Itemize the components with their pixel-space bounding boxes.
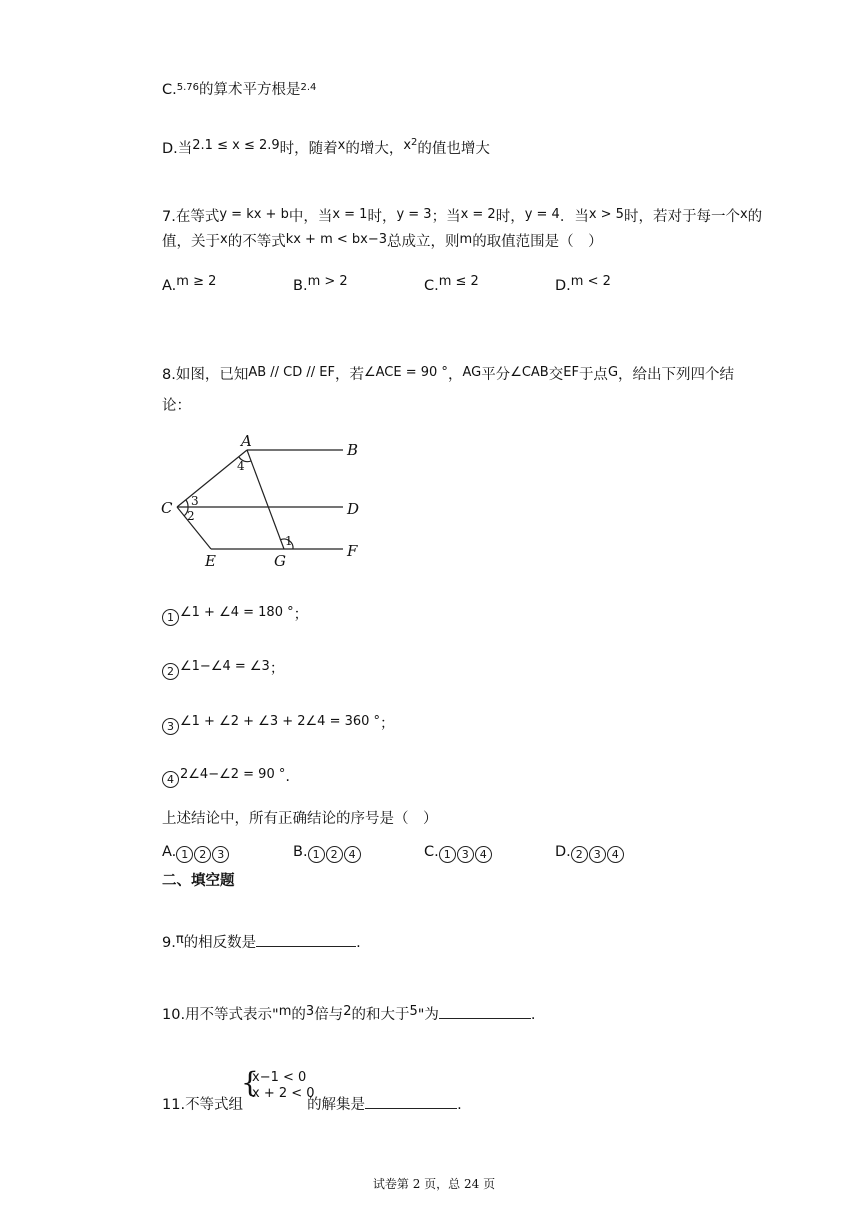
text: 总成立，则: [387, 234, 460, 250]
math-expr: x: [739, 207, 748, 222]
math-expr: EF: [563, 365, 579, 380]
option-text: 的增大，: [345, 141, 404, 157]
option-label: A.: [162, 844, 177, 860]
q8-line-2: 论：: [162, 398, 191, 414]
math-expr: 5: [409, 1004, 418, 1019]
math-expr: y = 4: [524, 207, 560, 222]
text: ，给出下列四个结: [618, 367, 735, 383]
text: 用不等式表示": [185, 1007, 279, 1023]
math-expr: 2∠4−∠2 = 90 °: [180, 767, 286, 782]
circled-number: 2: [194, 846, 211, 863]
circled-number: 4: [344, 846, 361, 863]
math-expr: x: [220, 232, 228, 247]
question-number: 8.: [162, 367, 176, 383]
math-expr: 5.76: [176, 82, 199, 93]
option-text: 当: [177, 141, 193, 157]
text: 时，: [367, 209, 397, 225]
text: 的和大于: [351, 1007, 410, 1023]
option-label: C.: [424, 844, 439, 860]
text: 值，关于: [162, 234, 220, 250]
text: 如图，已知: [175, 367, 249, 383]
section-heading: 二、填空题: [162, 873, 235, 889]
answer-blank[interactable]: [256, 932, 356, 947]
math-expr: m ≤ 2: [438, 274, 479, 289]
circled-number: 3: [589, 846, 606, 863]
math-expr: x = 2: [460, 207, 496, 222]
option-text: 时，随着: [279, 141, 338, 157]
circled-number: 1: [439, 846, 456, 863]
math-expr: x > 5: [588, 207, 624, 222]
punct: ；: [293, 607, 309, 623]
option-label: B.: [293, 844, 308, 860]
circled-number: 3: [212, 846, 229, 863]
math-expr: AG: [462, 365, 482, 380]
inequality-1: x−1 < 0: [252, 1070, 307, 1085]
angle-label-2: 2: [187, 509, 195, 523]
option-label: B.: [293, 278, 308, 294]
math-expr: AB // CD // EF: [248, 365, 335, 380]
text: 的: [291, 1007, 306, 1023]
math-expr: ∠CAB: [510, 365, 549, 380]
q7-line-2: [162, 232, 603, 253]
math-expr: 2.4: [300, 82, 317, 93]
text: "为: [417, 1007, 439, 1023]
text: 倍与: [314, 1007, 344, 1023]
q6-option-d: [162, 139, 490, 161]
circled-number: 1: [308, 846, 325, 863]
circled-number: 4: [162, 771, 179, 788]
math-expr: x: [403, 138, 412, 153]
angle-label-1: 1: [285, 534, 293, 548]
option-text: 的值也增大: [417, 141, 490, 157]
math-expr: m: [278, 1004, 292, 1019]
math-expr: y = kx + b: [219, 207, 289, 222]
math-expr: G: [607, 365, 619, 380]
text: 于点: [578, 367, 608, 383]
q7-option-a: [162, 276, 216, 297]
text: 的: [747, 209, 763, 225]
q6-option-c: [162, 80, 316, 102]
q7-line-1: [162, 207, 762, 228]
circled-number: 4: [475, 846, 492, 863]
text: 的相反数是: [183, 935, 257, 951]
circled-number: 1: [176, 846, 193, 863]
option-label: C.: [162, 82, 177, 98]
geometry-figure: [155, 428, 375, 573]
math-expr: π: [175, 932, 184, 947]
text: 中，当: [288, 209, 333, 225]
question-number: 11.: [162, 1097, 186, 1113]
option-label: D.: [555, 844, 571, 860]
text: 不等式组: [185, 1097, 244, 1113]
inequality-2: x + 2 < 0: [252, 1086, 315, 1101]
circled-number: 3: [162, 718, 179, 735]
q7-option-b: [293, 276, 348, 297]
math-expr: x: [337, 138, 346, 153]
punct: ；: [380, 716, 395, 732]
angle-label-3: 3: [191, 494, 199, 508]
option-text: 的算术平方根是: [199, 82, 301, 98]
math-expr: y = 3: [396, 207, 432, 222]
math-expr: kx + m < bx−3: [285, 232, 388, 247]
math-expr: m ≥ 2: [176, 274, 217, 289]
q8-option-b: [293, 842, 362, 863]
math-expr: 2.1 ≤ x ≤ 2.9: [192, 138, 280, 153]
text: 时，: [495, 209, 525, 225]
math-expr: 2: [343, 1004, 352, 1019]
option-label: D.: [162, 141, 178, 157]
q8-statement-2: [162, 659, 284, 680]
text: 的解集是: [307, 1097, 366, 1113]
q8-question: 上述结论中，所有正确结论的序号是（ ）: [162, 811, 438, 827]
label-a: A: [241, 432, 252, 450]
text: 时，若对于每一个: [623, 209, 740, 225]
punct: .: [530, 1007, 536, 1023]
q7-option-c: [424, 276, 479, 297]
question-number: 10.: [162, 1007, 186, 1023]
circled-number: 2: [571, 846, 588, 863]
label-e: E: [205, 552, 216, 570]
system-brace: {: [241, 1066, 259, 1099]
question-number: 9.: [162, 935, 176, 951]
text: ．当: [559, 209, 589, 225]
q8-statement-1: [162, 605, 308, 626]
q8-option-c: [424, 842, 493, 863]
math-expr: ∠1 + ∠2 + ∠3 + 2∠4 = 360 °: [180, 714, 381, 729]
exponent: 2: [411, 137, 418, 148]
q10: [162, 1004, 536, 1026]
label-g: G: [274, 552, 286, 570]
math-expr: x = 1: [332, 207, 368, 222]
answer-blank[interactable]: [439, 1004, 531, 1019]
text: 交: [548, 367, 564, 383]
punct: .: [356, 935, 361, 951]
q8-statement-4: [162, 767, 290, 788]
circled-number: 2: [162, 663, 179, 680]
label-b: B: [347, 441, 359, 459]
q9: [162, 932, 361, 954]
question-number: 7.: [162, 209, 176, 225]
circled-number: 3: [457, 846, 474, 863]
segment-ag: [247, 450, 284, 549]
punct: .: [285, 769, 290, 785]
math-expr: ∠1−∠4 = ∠3: [180, 659, 270, 674]
q7-option-d: [555, 276, 611, 297]
answer-blank[interactable]: [365, 1094, 457, 1109]
circled-number: 4: [607, 846, 624, 863]
circled-number: 1: [162, 609, 179, 626]
math-expr: ∠1 + ∠4 = 180 °: [180, 605, 294, 620]
text: 的不等式: [227, 234, 286, 250]
option-label: A.: [162, 278, 177, 294]
punct: ；: [269, 661, 285, 677]
q8-line-1: [162, 365, 734, 386]
option-label: D.: [555, 278, 571, 294]
punct: .: [457, 1097, 462, 1113]
label-f: F: [347, 542, 358, 560]
angle-label-4: 4: [237, 459, 245, 473]
text: ；当: [431, 209, 461, 225]
text: 在等式: [175, 209, 220, 225]
circled-number: 2: [326, 846, 343, 863]
math-expr: m > 2: [307, 274, 348, 289]
option-label: C.: [424, 278, 439, 294]
q8-option-d: [555, 842, 625, 863]
label-c: C: [161, 499, 173, 517]
math-expr: m < 2: [570, 274, 611, 289]
text: ，若: [334, 367, 364, 383]
text: 平分: [481, 367, 511, 383]
page-footer: 试卷第 2 页，总 24 页: [372, 1177, 496, 1191]
math-expr: ∠ACE = 90 °: [363, 365, 448, 380]
q8-option-a: [162, 842, 230, 863]
q8-statement-3: [162, 714, 395, 735]
math-expr: 3: [305, 1004, 315, 1019]
label-d: D: [347, 500, 360, 518]
text: 的取值范围是（ ）: [472, 234, 603, 250]
angle-3-arc: [186, 500, 188, 507]
math-expr: m: [459, 232, 473, 247]
text: ，: [447, 367, 463, 383]
